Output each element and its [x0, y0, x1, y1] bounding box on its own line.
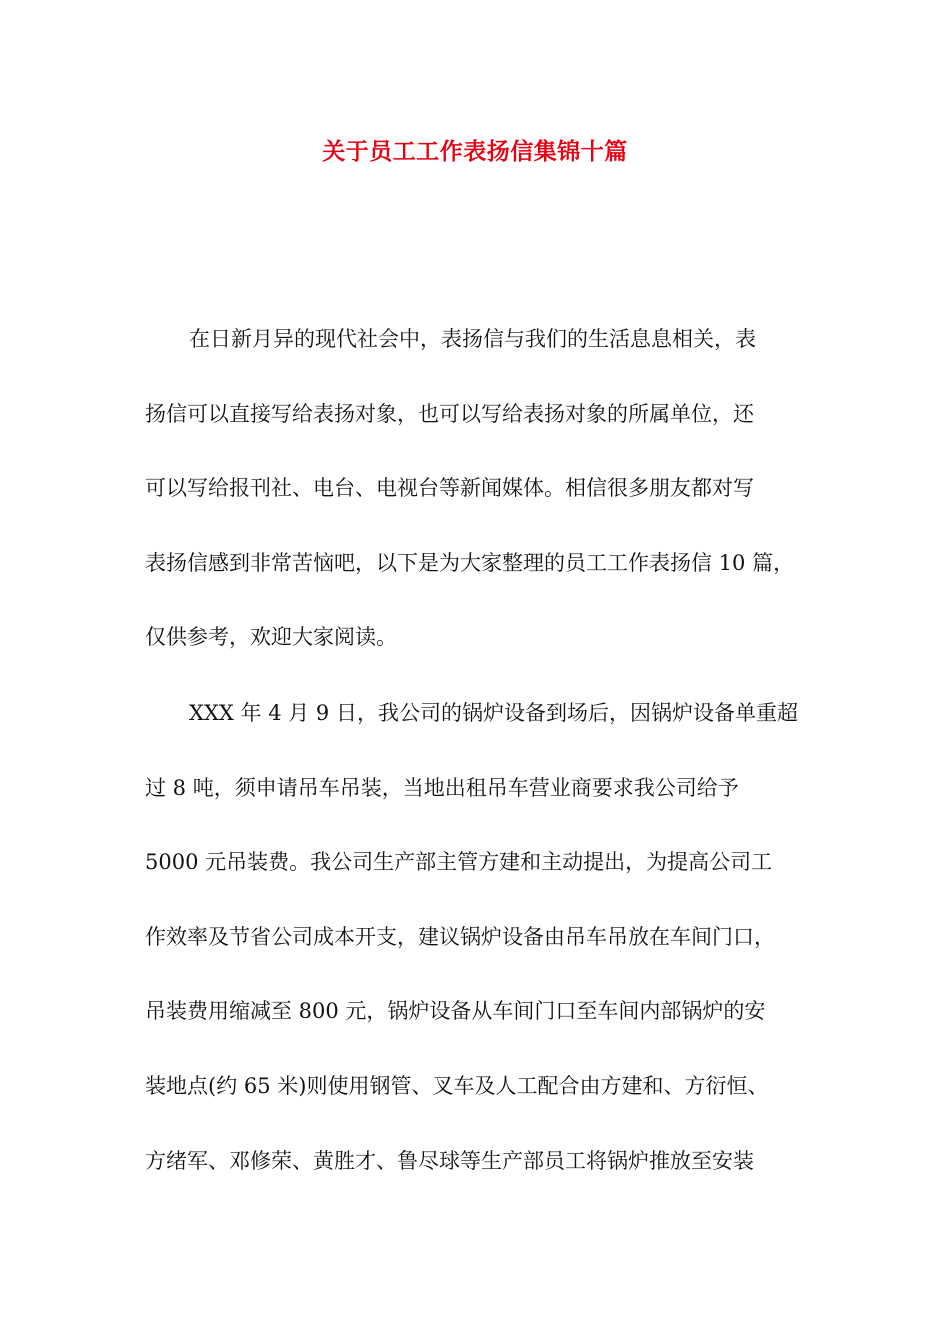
document-title: 关于员工工作表扬信集锦十篇	[322, 139, 628, 165]
paragraph-line: 装地点(约 65 米)则使用钢管、叉车及人工配合由方建和、方衍恒、	[145, 1073, 769, 1098]
paragraph-line: 过 8 吨，须申请吊车吊装，当地出租吊车营业商要求我公司给予	[145, 775, 739, 800]
paragraph-line: XXX 年 4 月 9 日，我公司的锅炉设备到场后，因锅炉设备单重超	[189, 701, 798, 725]
paragraph-line: 在日新月异的现代社会中，表扬信与我们的生活息息相关，表	[189, 327, 756, 351]
paragraph-line: 可以写给报刊社、电台、电视台等新闻媒体。相信很多朋友都对写	[145, 476, 754, 501]
paragraph-line: 扬信可以直接写给表扬对象，也可以写给表扬对象的所属单位，还	[145, 401, 754, 426]
paragraph-line: 方绪军、邓修荣、黄胜才、鲁尽球等生产部员工将锅炉推放至安装	[145, 1148, 754, 1173]
paragraph-line: 表扬信感到非常苦恼吧，以下是为大家整理的员工工作表扬信 10 篇，	[145, 550, 795, 575]
paragraph-line: 5000 元吊装费。我公司生产部主管方建和主动提出，为提高公司工	[145, 850, 773, 875]
paragraph-line: 仅供参考，欢迎大家阅读。	[145, 625, 397, 650]
paragraph-intro	[145, 324, 810, 697]
paragraph-line: 作效率及节省公司成本开支，建议锅炉设备由吊车吊放在车间门口，	[145, 924, 775, 949]
paragraph-letter	[145, 698, 810, 1220]
paragraph-line: 吊装费用缩减至 800 元，锅炉设备从车间门口至车间内部锅炉的安	[145, 999, 766, 1024]
